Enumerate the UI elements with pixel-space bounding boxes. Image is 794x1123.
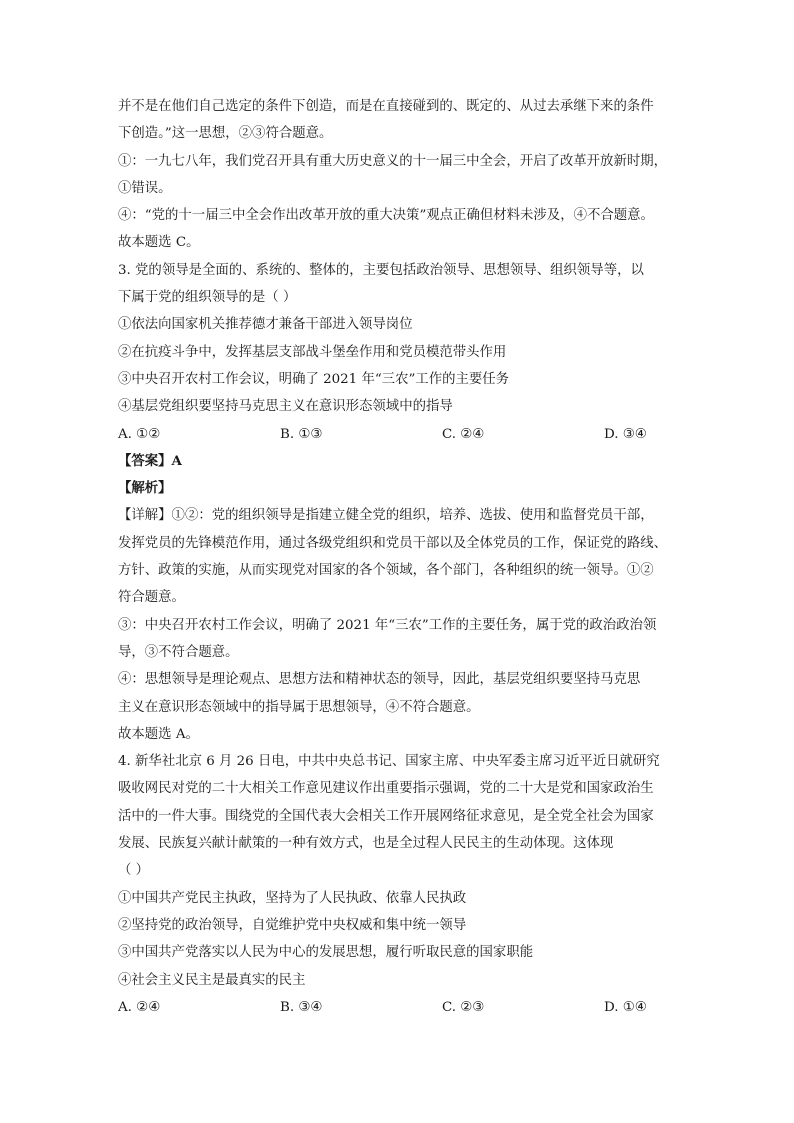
document-body [118, 93, 684, 1021]
option-b: B. ③④ [280, 999, 323, 1015]
option-c: C. ②④ [442, 426, 485, 442]
text-line: 故本题选 C。 [118, 235, 200, 251]
explanation-line: 符合题意。 [118, 590, 185, 606]
option-b: B. ①③ [280, 426, 323, 442]
explanation-line: 方针、政策的实施，从而实现党对国家的各个领域，各个部门，各种组织的统一领导。①② [118, 563, 654, 579]
question-3-statement: ①依法向国家机关推荐德才兼备干部进入领导岗位 [118, 317, 413, 333]
explanation-line: 【详解】①②：党的组织领导是指建立健全党的组织，培养、选拔、使用和监督党员干部， [118, 508, 654, 524]
question-4-options [118, 994, 684, 1021]
text-line: 并不是在他们自己选定的条件下创造，而是在直接碰到的、既定的、从过去承继下来的条件 [118, 99, 654, 114]
answer-label: 【答案】A [118, 452, 182, 469]
option-d: D. ①④ [604, 999, 647, 1015]
question-3-statement: ④基层党组织要坚持马克思主义在意识形态领域中的指导 [118, 399, 453, 415]
explanation-line: 主义在意识形态领域中的指导属于思想领导，④不符合题意。 [118, 699, 480, 715]
question-4-statement: ③中国共产党落实以人民为中心的发展思想，履行听取民意的国家职能 [118, 945, 534, 961]
question-4-statement: ②坚持党的政治领导，自觉维护党中央权威和集中统一领导 [118, 917, 467, 933]
question-3-statement: ③中央召开农村工作会议，明确了 2021 年“三农”工作的主要任务 [118, 371, 510, 387]
question-4-stem: 发展、民族复兴献计献策的一种有效方式，也是全过程人民民主的生动体现。这体现 [118, 836, 614, 852]
text-line: ①错误。 [118, 180, 172, 196]
question-4-stem: 吸收网民对党的二十大相关工作意见建议作出重要指示强调，党的二十大是党和国家政治生 [118, 781, 654, 797]
question-3-statement: ②在抗疫斗争中，发挥基层支部战斗堡垒作用和党员模范带头作用 [118, 344, 507, 360]
explanation-line: ④：思想领导是理论观点、思想方法和精神状态的领导，因此，基层党组织要坚持马克思 [118, 672, 641, 688]
explanation-line: ③：中央召开农村工作会议，明确了 2021 年“三农”工作的主要任务，属于党的政治政治领 [118, 617, 657, 633]
question-3-stem: 3. 党的领导是全面的、系统的、整体的，主要包括政治领导、思想领导、组织领导等，以 [118, 262, 644, 278]
option-a: A. ②④ [118, 999, 161, 1015]
question-4-statement: ①中国共产党民主执政，坚持为了人民执政、依靠人民执政 [118, 890, 467, 906]
question-4-stem: 活中的一件大事。围绕党的全国代表大会相关工作开展网络征求意见，是全党全社会为国家 [118, 808, 654, 824]
question-3-stem: 下属于党的组织领导的是（ ） [118, 290, 297, 306]
question-4-stem: 4. 新华社北京 6 月 26 日电，中共中央总书记、国家主席、中央军委主席习近平近日就研究 [118, 754, 660, 770]
text-line: ④：“党的十一届三中全会作出改革开放的重大决策”观点正确但材料未涉及，④不合题意。 [118, 208, 654, 224]
question-3-options [118, 421, 684, 448]
option-a: A. ①② [118, 426, 161, 442]
explanation-line: 发挥党员的先锋模范作用，通过各级党组织和党员干部以及全体党员的工作，保证党的路线、 [118, 535, 668, 551]
question-4-statement: ④社会主义民主是最真实的民主 [118, 972, 306, 988]
text-line: 下创造。”这一思想，②③符合题意。 [118, 126, 333, 142]
option-c: C. ②③ [442, 999, 485, 1015]
explanation-line: 故本题选 A。 [118, 726, 199, 742]
text-line: ①：一九七八年，我们党召开具有重大历史意义的十一届三中全会，开启了改革开放新时期， [118, 153, 668, 169]
option-d: D. ③④ [604, 426, 647, 442]
explanation-line: 导，③不符合题意。 [118, 644, 239, 660]
question-4-stem: （ ） [118, 863, 150, 879]
analysis-label: 【解析】 [118, 480, 172, 497]
